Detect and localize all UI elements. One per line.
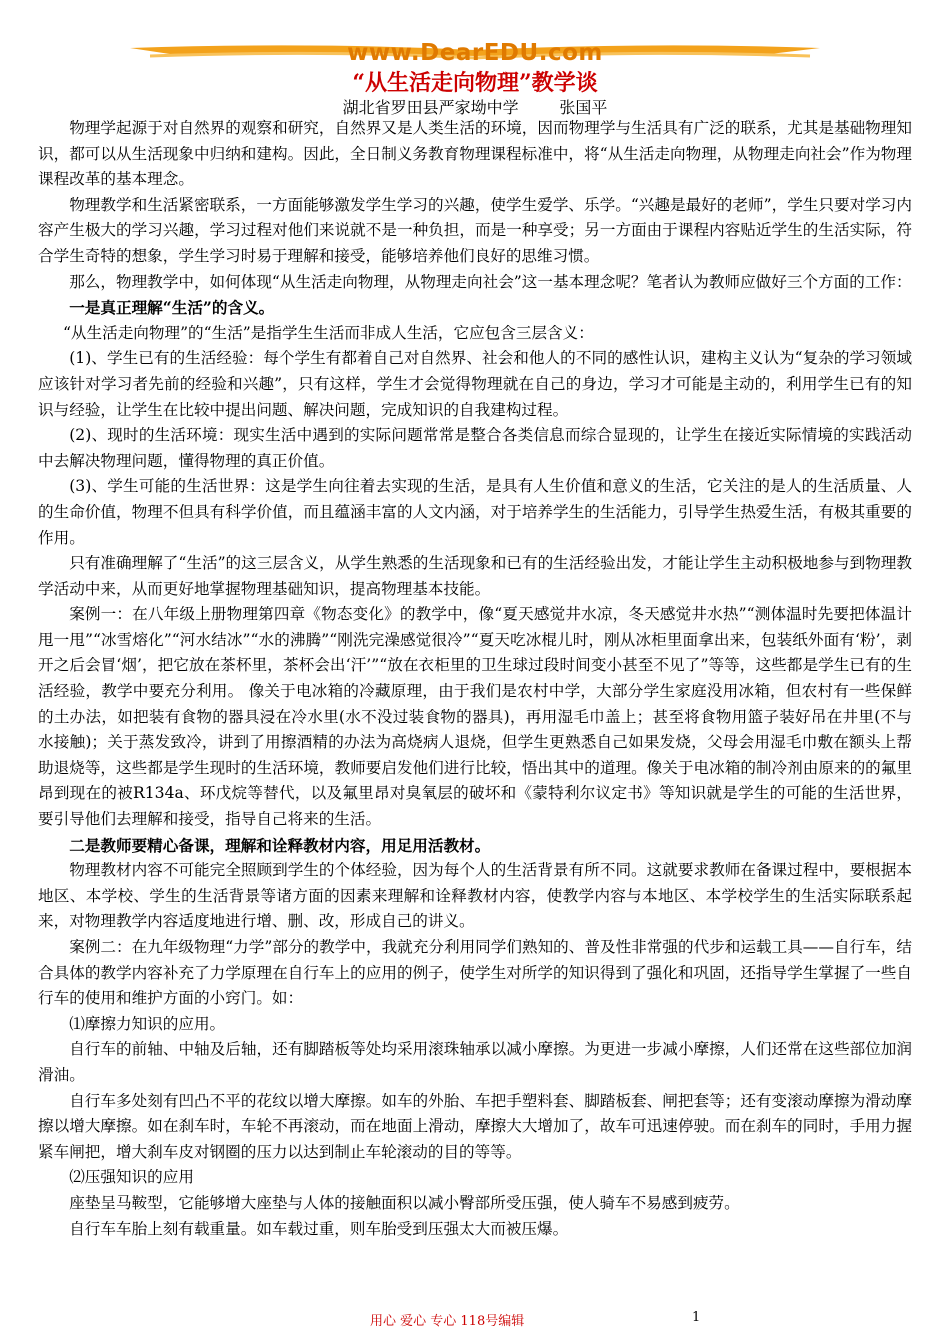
paragraph: 自行车的前轴、中轴及后轴，还有脚踏板等处均采用滚珠轴承以减小摩擦。为更进一步减小摩擦，人们还常在这些部位加润滑油。	[38, 1040, 912, 1084]
paragraph: (1)、学生已有的生活经验：每个学生有都着自己对自然界、社会和他人的不同的感性认识，建构主义认为“复杂的学习领域应该针对学习者先前的经验和兴趣”，只有这样，学生才会觉得物理就在自己的身边，学习才可能是主动的，利用学生已有的知识与经验，让学生在比较中提出问题、解决问题，完成知识的自我建构过程。	[38, 349, 912, 419]
subheading: ⑴摩擦力知识的应用。	[69, 1014, 226, 1033]
author-byline: 湖北省罗田县严家坳中学 张国平	[342, 98, 608, 117]
paragraph: (3)、学生可能的生活世界：这是学生向往着去实现的生活，是具有人生价值和意义的生活，它关注的是人的生活质量、人的生命价值，物理不但具有科学价值，而且蕴涵丰富的人文内涵，对于培养学生的生活能力，引导学生热爱生活，有极其重要的作用。	[38, 477, 912, 547]
paragraph: 案例二：在九年级物理“力学”部分的教学中，我就充分利用同学们熟知的、普及性非常强的代步和运载工具——自行车，结合具体的教学内容补充了力学原理在自行车上的应用的例子，使学生对所学的知识得到了强化和巩固，还指导学生掌握了一些自行车的使用和维护方面的小窍门。如：	[38, 938, 912, 1008]
footer-slogan: 用心 爱心 专心 118号编辑	[370, 1314, 525, 1329]
section-heading: 二是教师要精心备课，理解和诠释教材内容，用足用活教材。	[69, 835, 491, 855]
paragraph: 只有准确理解了“生活”的这三层含义，从学生熟悉的生活现象和已有的生活经验出发，才能让学生主动积极地参与到物理教学活动中来，从而更好地掌握物理基础知识，提高物理基本技能。	[38, 554, 912, 598]
paragraph: 座垫呈马鞍型，它能够增大座垫与人体的接触面积以减小臀部所受压强，使人骑车不易感到疲劳。	[69, 1193, 740, 1212]
paragraph: “从生活走向物理”的“生活”是指学生生活而非成人生活，它应包含三层含义：	[62, 323, 594, 342]
article-body	[38, 116, 912, 1242]
paragraph: 物理教材内容不可能完全照顾到学生的个体经验，因为每个人的生活背景有所不同。这就要求教师在备课过程中，要根据本地区、本学校、学生的生活背景等诸方面的因素来理解和诠释教材内容，使教学内容与本地区、本学校学生的生活实际联系起来，对物理教学内容适度地进行增、删、改，形成自己的讲义。	[38, 861, 912, 931]
paragraph: 那么，物理教学中，如何体现“从生活走向物理，从物理走向社会”这一基本理念呢？笔者认为教师应做好三个方面的工作：	[69, 272, 912, 291]
paragraph: 物理教学和生活紧密联系，一方面能够激发学生学习的兴趣，使学生爱学、乐学。“兴趣是最好的老师”，学生只要对学习内容产生极大的学习兴趣，学习过程对他们来说就不是一种负担，而是一种享受；另一方面由于课程内容贴近学生的生活实际，符合学生奇特的想象，学生学习时易于理解和接受，能够培养他们良好的思维习惯。	[38, 195, 912, 265]
page-number: 1	[692, 1310, 701, 1325]
paragraph: 自行车多处刻有凹凸不平的花纹以增大摩擦。如车的外胎、车把手塑料套、脚踏板套、闸把套等；还有变滚动摩擦为滑动摩擦以增大摩擦。如在刹车时，车轮不再滚动，而在地面上滑动，摩擦大大增加了，故车可迅速停驶。而在刹车的同时，手用力握紧车闸把，增大刹车皮对钢圈的压力以达到制止车轮滚动的目的等等。	[38, 1091, 912, 1161]
paragraph: (2)、现时的生活环境：现实生活中遇到的实际问题常常是整合各类信息而综合显现的，让学生在接近实际情境的实践活动中去解决物理问题，懂得物理的真正价值。	[38, 426, 912, 470]
paragraph: 案例一：在八年级上册物理第四章《物态变化》的教学中，像“夏天感觉井水凉，冬天感觉井水热”“测体温时先要把体温计甩一甩”“冰雪熔化”“河水结冰”“水的沸腾”“刚洗完澡感觉很冷”“夏天吃冰棍儿时，刚从冰柜里面拿出来，包装纸外面有‘粉’，剥开之后会冒‘烟’，把它放在茶杯里，茶杯会出‘汗’”“放在衣柜里的卫生球过段时间变小甚至不见了”等等，这些都是学生已有的生活经验，教学中要充分利用。 像关于电冰箱的冷藏原理，由于我们是农村中学，大部分学生家庭没用冰箱，但农村有一些保鲜的土办法，如把装有食物的器具浸在冷水里(水不没过装食物的器具)，再用湿毛巾盖上；甚至将食物用篮子装好吊在井里(不与水接触)；关于蒸发致冷，讲到了用擦酒精的办法为高烧病人退烧，但学生更熟悉自己如果发烧，父母会用湿毛巾敷在额头上帮助退烧等，这些都是学生现时的生活环境，教师要启发他们进行比较，悟出其中的道理。像关于电冰箱的制冷剂由原来的的氟里昂到现在的被R134a、环戊烷等替代，以及氟里昂对臭氧层的破坏和《蒙特利尔议定书》等知识就是学生的可能的生活世界，要引导他们去理解和接受，指导自己将来的生活。	[38, 605, 912, 829]
subheading: ⑵压强知识的应用	[69, 1168, 194, 1187]
site-logo-text: www.DearEDU.com	[347, 40, 603, 66]
section-heading: 一是真正理解“生活”的含义。	[69, 298, 275, 318]
article-title: “从生活走向物理”教学谈	[352, 70, 598, 96]
paragraph: 自行车车胎上刻有载重量。如车载过重，则车胎受到压强太大而被压爆。	[69, 1219, 569, 1238]
paragraph: 物理学起源于对自然界的观察和研究，自然界又是人类生活的环境，因而物理学与生活具有广泛的联系，尤其是基础物理知识，都可以从生活现象中归纳和建构。因此，全日制义务教育物理课程标准中，将“从生活走向物理，从物理走向社会”作为物理课程改革的基本理念。	[38, 119, 912, 189]
